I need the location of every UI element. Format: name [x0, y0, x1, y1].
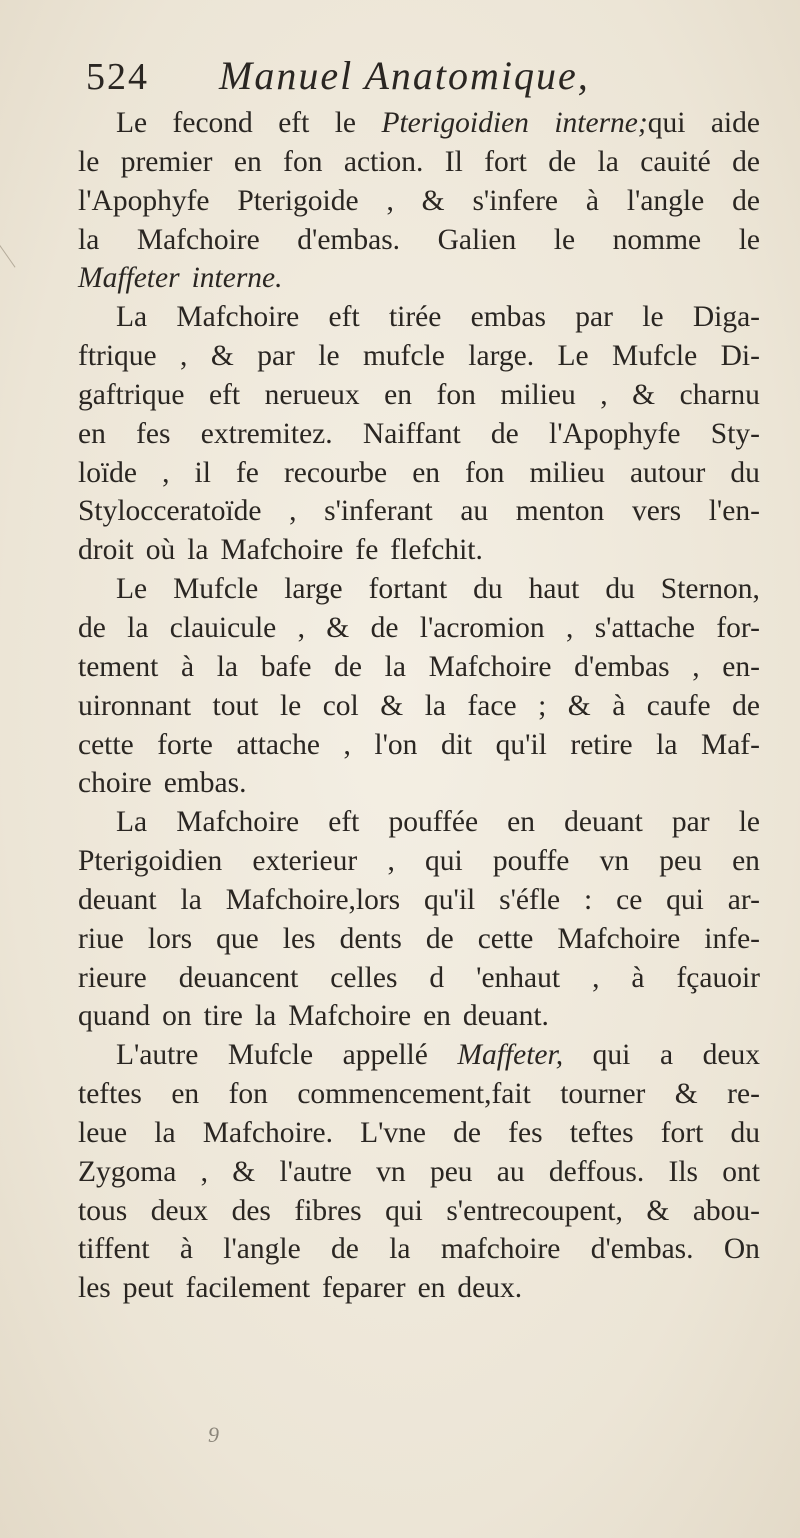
word: en — [233, 145, 262, 178]
word: fort — [484, 145, 527, 178]
word: uironnant — [78, 689, 192, 722]
text-line — [78, 492, 760, 531]
word: embas — [470, 301, 547, 334]
word: fes — [136, 417, 171, 450]
word: d'embas — [574, 650, 670, 683]
text-line — [78, 764, 760, 803]
word: , — [180, 340, 188, 373]
text-line — [78, 337, 760, 376]
word: le — [334, 107, 357, 139]
word: teftes — [569, 1116, 634, 1149]
word: Le — [116, 573, 148, 606]
word: rieure — [78, 961, 147, 994]
word: Ils — [668, 1155, 698, 1188]
page-crease — [0, 242, 16, 267]
word: & — [232, 1155, 256, 1188]
word: Stylocceratoïde — [78, 495, 262, 528]
word: dents — [339, 922, 402, 955]
text-line — [78, 803, 760, 842]
word: du — [730, 1116, 760, 1149]
word: L'autre — [116, 1039, 199, 1072]
page-number: 524 — [86, 56, 149, 98]
word: la — [154, 1116, 176, 1149]
word: le — [738, 806, 760, 839]
text-line — [78, 920, 760, 959]
word: fe — [235, 456, 259, 489]
word: & — [632, 378, 656, 411]
text-line — [78, 648, 760, 687]
word: d'embas. — [590, 1233, 694, 1266]
word: Il — [444, 145, 463, 178]
word: riue — [78, 922, 124, 955]
word: 'enhaut — [476, 961, 561, 994]
text-line — [78, 959, 760, 998]
word: Mafchoire — [428, 650, 552, 683]
word: , — [692, 650, 700, 683]
word: charnu — [679, 378, 760, 411]
text-line — [78, 454, 760, 493]
word: Maffeter — [78, 262, 180, 295]
word: le — [553, 223, 576, 256]
word: , — [289, 495, 297, 528]
word: embas. — [163, 767, 247, 800]
word: par — [257, 340, 295, 373]
text-line — [78, 842, 760, 881]
word: fibres — [294, 1194, 362, 1227]
word: appellé — [342, 1039, 428, 1072]
word: La — [116, 301, 148, 334]
word: Galien — [437, 223, 517, 256]
word: de — [732, 145, 760, 178]
word: & — [210, 340, 234, 373]
word: qui — [385, 1194, 423, 1227]
text-line — [78, 881, 760, 920]
text-line — [78, 687, 760, 726]
word: deux — [150, 1194, 209, 1227]
word: qu'il — [495, 728, 547, 761]
word: retire — [570, 728, 633, 761]
word: le — [738, 223, 760, 256]
word: l'on — [374, 728, 418, 761]
word: en — [412, 456, 441, 489]
word: Sty- — [710, 417, 760, 450]
word: qu'il — [424, 883, 476, 916]
word: à — [631, 961, 645, 994]
word: choire — [78, 767, 152, 800]
word: loïde — [78, 456, 137, 489]
word: lors — [147, 922, 193, 955]
word: en — [507, 806, 536, 839]
word: de — [490, 417, 519, 450]
word: ar- — [727, 883, 760, 916]
word: ont — [722, 1155, 760, 1188]
word: qui — [647, 107, 686, 139]
text-line — [78, 570, 760, 609]
word: col — [322, 689, 359, 722]
word: gaftrique — [78, 378, 185, 411]
word: en — [78, 417, 106, 450]
word: la — [78, 223, 100, 256]
text-line — [78, 1153, 760, 1192]
word: droit — [78, 534, 134, 567]
text-line — [78, 997, 760, 1036]
word: , — [600, 378, 608, 411]
word: à — [179, 1233, 193, 1266]
word: la — [656, 728, 678, 761]
word: on — [162, 1000, 192, 1033]
word: s'éfle — [499, 883, 561, 916]
word: le — [642, 301, 664, 334]
word: On — [723, 1233, 760, 1266]
word: nerueux — [264, 378, 360, 411]
text-line — [78, 221, 760, 260]
page-header — [86, 52, 726, 112]
word: qui — [666, 883, 704, 916]
word: Mafchoire — [220, 534, 344, 567]
word: la — [216, 650, 239, 683]
word: , — [387, 845, 395, 878]
word: de — [370, 611, 399, 644]
text-line — [78, 1114, 760, 1153]
footer-mark: 9 — [208, 1422, 219, 1447]
word — [554, 104, 685, 143]
word: , — [297, 611, 305, 644]
word: le — [78, 145, 100, 178]
word: en — [171, 1078, 200, 1111]
text-line — [78, 143, 760, 182]
word: feparer — [322, 1272, 406, 1305]
text-line — [78, 1269, 760, 1308]
word: la — [187, 534, 209, 567]
word: ftrique — [78, 340, 157, 373]
text-line — [78, 298, 760, 337]
word: l'Apophyfe — [549, 417, 681, 450]
word: à — [180, 650, 195, 683]
word: au — [460, 495, 489, 528]
word: cette — [78, 728, 134, 761]
word: tiffent — [78, 1233, 150, 1266]
word: & — [380, 689, 404, 722]
word: nomme — [612, 223, 702, 256]
word: en — [417, 1272, 446, 1305]
word: & — [567, 689, 591, 722]
word: Pterigoide — [237, 184, 359, 217]
word: peut — [122, 1272, 174, 1305]
word: : — [584, 883, 593, 916]
word: fon — [465, 456, 505, 489]
word: celles — [330, 961, 398, 994]
word: eft — [209, 378, 241, 411]
word: interne; — [554, 107, 648, 139]
word: dit — [440, 728, 473, 761]
word: s'entrecoupent, — [446, 1194, 623, 1227]
word: les — [282, 922, 316, 955]
word: cette — [477, 922, 534, 955]
word: Mafchoire — [557, 922, 681, 955]
word: fon — [283, 145, 323, 178]
word: de — [453, 1116, 482, 1149]
word: re- — [727, 1078, 760, 1111]
word: pouffe — [492, 845, 570, 878]
word: l'acromion — [419, 611, 545, 644]
word: de — [425, 922, 454, 955]
word: aide — [710, 107, 760, 139]
text-line — [78, 531, 760, 570]
word: l'angle — [626, 184, 705, 217]
word: face — [467, 689, 517, 722]
word: fecond — [172, 107, 253, 139]
word: & — [646, 1194, 670, 1227]
word: , — [566, 611, 574, 644]
word: Mafchoire — [288, 1000, 412, 1033]
word: peu — [659, 845, 702, 878]
word: Mafchoire,lors — [225, 883, 401, 916]
word: Diga- — [692, 301, 760, 334]
word: de — [334, 650, 362, 683]
word: en — [732, 845, 760, 878]
word: & — [674, 1078, 698, 1111]
word: large — [284, 573, 343, 606]
word: par — [671, 806, 710, 839]
word: il — [194, 456, 211, 489]
word: , — [200, 1155, 208, 1188]
word: eft — [328, 806, 360, 839]
word: Le — [116, 107, 148, 139]
word: Mafchoire — [176, 301, 300, 334]
word: tourner — [560, 1078, 646, 1111]
word: ; — [538, 689, 547, 722]
word: s'attache — [594, 611, 696, 644]
word: haut — [528, 573, 580, 606]
word: la — [389, 1233, 411, 1266]
word: extremitez. — [200, 417, 333, 450]
body-text — [78, 104, 760, 1308]
word: Mufcle — [227, 1039, 314, 1072]
word: infe- — [704, 922, 760, 955]
word: de — [331, 1233, 359, 1266]
word: du — [730, 456, 760, 489]
word: de — [732, 184, 760, 217]
word: fe — [355, 534, 379, 567]
word: recourbe — [283, 456, 388, 489]
text-line — [78, 1075, 760, 1114]
text-line — [78, 376, 760, 415]
word: deuant. — [462, 1000, 549, 1033]
word: deuancent — [178, 961, 299, 994]
word: d'embas. — [297, 223, 401, 256]
word: deux — [702, 1039, 760, 1072]
text-line — [78, 726, 760, 765]
word: Mafchoire — [176, 806, 300, 839]
word: où — [145, 534, 176, 567]
word: la — [127, 611, 149, 644]
word: des — [231, 1194, 271, 1227]
text-line — [78, 415, 760, 454]
word: ce — [616, 883, 643, 916]
word: fon — [228, 1078, 268, 1111]
word: tout — [212, 689, 259, 722]
word: l'Apophyfe — [78, 184, 210, 217]
word: caufe — [646, 689, 711, 722]
word: fon — [436, 378, 476, 411]
word: fçauoir — [676, 961, 760, 994]
word: , — [386, 184, 394, 217]
word: attache — [236, 728, 320, 761]
word: l'angle — [223, 1233, 301, 1266]
word: , — [162, 456, 170, 489]
word: mafchoire — [440, 1233, 561, 1266]
word: du — [605, 573, 635, 606]
word: commencement,fait — [297, 1078, 531, 1111]
word: mufcle — [362, 340, 445, 373]
word: deux. — [457, 1272, 523, 1305]
word: deuant — [78, 883, 157, 916]
word: eft — [328, 301, 360, 334]
word: tire — [203, 1000, 243, 1033]
word: d — [429, 961, 445, 994]
word: à — [612, 689, 626, 722]
word: & — [421, 184, 445, 217]
word: leue — [78, 1116, 128, 1149]
word: le — [318, 340, 340, 373]
word: teftes — [78, 1078, 142, 1111]
word: la — [384, 650, 406, 683]
word: vers — [631, 495, 682, 528]
word: de — [78, 611, 106, 644]
running-title: Manuel Anatomique, — [219, 53, 590, 98]
word: tirée — [388, 301, 442, 334]
word: eft — [278, 107, 310, 139]
word: du — [473, 573, 503, 606]
word: Maffeter, — [457, 1039, 564, 1072]
word: vn — [599, 845, 630, 878]
word: Mafchoire — [136, 223, 260, 256]
text-line — [78, 609, 760, 648]
word: la — [254, 1000, 277, 1033]
word: a — [659, 1039, 674, 1072]
word: La — [116, 806, 148, 839]
word: quand — [78, 1000, 151, 1033]
text-line — [78, 182, 760, 221]
word: milieu — [529, 456, 605, 489]
word: s'infere — [472, 184, 559, 217]
word: les — [78, 1272, 111, 1305]
word: qui — [425, 845, 463, 878]
word: forte — [157, 728, 213, 761]
word: en — [423, 1000, 451, 1033]
word: la — [180, 883, 202, 916]
word: que — [216, 922, 259, 955]
word: au — [496, 1155, 525, 1188]
word: Di- — [720, 340, 760, 373]
word: deffous. — [548, 1155, 645, 1188]
word: Le — [557, 340, 589, 373]
word: Pterigoidien — [78, 845, 223, 878]
word: s'inferant — [324, 495, 433, 528]
word: l'en- — [708, 495, 760, 528]
text-line — [78, 1192, 760, 1231]
word: L'vne — [360, 1116, 427, 1149]
word: de — [732, 689, 760, 722]
word: autour — [629, 456, 706, 489]
word: Naiffant — [362, 417, 461, 450]
word: vn — [376, 1155, 406, 1188]
word: action. — [343, 145, 424, 178]
word: cauité — [640, 145, 711, 178]
word: tement — [78, 650, 159, 683]
text-line — [78, 1230, 760, 1269]
word: la — [597, 145, 619, 178]
word: flefchit. — [390, 534, 483, 567]
word: peu — [429, 1155, 473, 1188]
word: Sternon, — [660, 573, 760, 606]
word: en- — [722, 650, 760, 683]
word: de — [548, 145, 577, 178]
word: exterieur — [252, 845, 358, 878]
word: abou- — [692, 1194, 760, 1227]
word: for- — [716, 611, 760, 644]
word: par — [575, 301, 613, 334]
word: Maf- — [700, 728, 760, 761]
word: le — [279, 689, 302, 722]
word: tous — [78, 1194, 128, 1227]
word: Mafchoire. — [202, 1116, 333, 1149]
word: interne. — [191, 262, 283, 295]
word: milieu — [500, 378, 576, 411]
word: Pterigoidien — [381, 107, 529, 139]
word: pouffée — [388, 806, 479, 839]
text-line — [78, 259, 760, 298]
word: large. — [468, 340, 535, 373]
word: Mufcle — [173, 573, 259, 606]
word: fort — [660, 1116, 704, 1149]
word: fortant — [368, 573, 448, 606]
word: fes — [508, 1116, 543, 1149]
word: & — [326, 611, 350, 644]
word: à — [585, 184, 599, 217]
word: l'autre — [279, 1155, 352, 1188]
word: deuant — [564, 806, 643, 839]
text-line — [78, 104, 760, 143]
word: clauicule — [169, 611, 277, 644]
word: Zygoma — [78, 1155, 177, 1188]
word: qui — [592, 1039, 631, 1072]
text-line — [78, 1036, 760, 1075]
word: menton — [515, 495, 605, 528]
word: facilement — [185, 1272, 311, 1305]
word: Mufcle — [612, 340, 698, 373]
word: , — [592, 961, 600, 994]
word: bafe — [260, 650, 312, 683]
word: premier — [120, 145, 213, 178]
word: la — [424, 689, 446, 722]
word: , — [343, 728, 351, 761]
word: en — [384, 378, 413, 411]
